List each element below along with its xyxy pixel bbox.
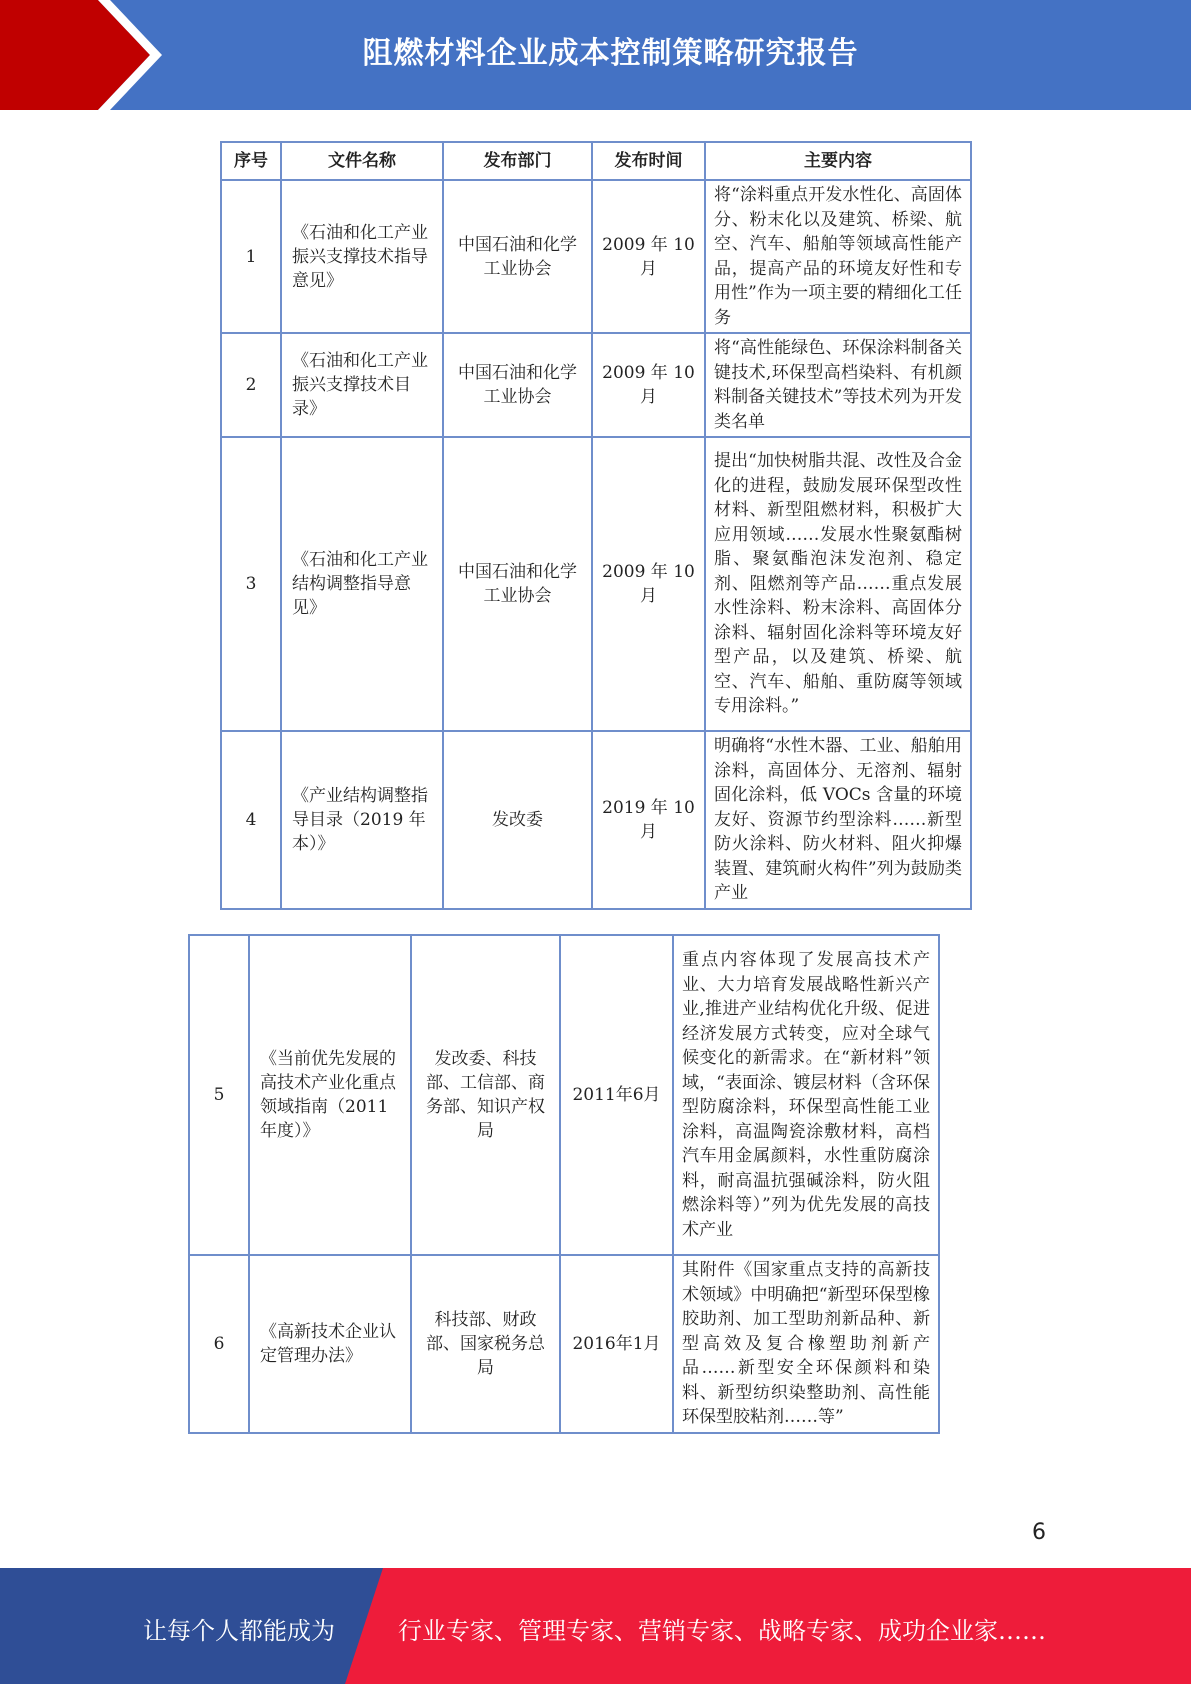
row-content: 其附件《国家重点支持的高新技术领域》中明确把“新型环保型橡胶助剂、加工型助剂新品种、新型高效及复合橡塑助剂新产品……新型安全环保颜料和染料、新型纺织染整助剂、高性能环保型胶粘剂……等” [673, 1255, 939, 1433]
row-content: 将“高性能绿色、环保涂料制备关键技术,环保型高档染料、有机颜料制备关键技术”等技术列为开发类名单 [705, 333, 971, 437]
table-row [189, 1255, 939, 1433]
footer-slogan-left: 让每个人都能成为 [143, 1617, 335, 1645]
header-title: 阻燃材料企业成本控制策略研究报告 [362, 36, 859, 71]
row-dept: 发改委、科技部、工信部、商务部、知识产权局 [411, 935, 560, 1255]
row-date: 2016年1月 [560, 1255, 673, 1433]
row-name: 《石油和化工产业振兴支撑技术指导意见》 [281, 180, 443, 333]
column-header-dept: 发布部门 [443, 142, 592, 180]
table-row [189, 935, 939, 1255]
page-footer [0, 1568, 1191, 1684]
row-name: 《石油和化工产业结构调整指导意见》 [281, 437, 443, 731]
page-header [0, 0, 1191, 110]
row-content: 明确将“水性木器、工业、船舶用涂料，高固体分、无溶剂、辐射固化涂料，低 VOCs 含量的环境友好、资源节约型涂料……新型防火涂料、防火材料、阻火抑爆装置、建筑耐火构件”列为鼓励类产业 [705, 731, 971, 909]
policy-table [220, 141, 972, 910]
column-header-content: 主要内容 [705, 142, 971, 180]
row-date: 2009 年 10 月 [592, 437, 705, 731]
row-content: 将“涂料重点开发水性化、高固体分、粉末化以及建筑、桥梁、航空、汽车、船舶等领域高性能产品，提高产品的环境友好性和专用性”作为一项主要的精细化工任务 [705, 180, 971, 333]
row-content: 重点内容体现了发展高技术产业、大力培育发展战略性新兴产业,推进产业结构优化升级、促进经济发展方式转变，应对全球气候变化的新需求。在“新材料”领域，“表面涂、镀层材料（含环保型防腐涂料，环保型高性能工业涂料，高温陶瓷涂敷材料，高档汽车用金属颜料，水性重防腐涂料，耐高温抗强碱涂料，防火阻燃涂料等）”列为优先发展的高技术产业 [673, 935, 939, 1255]
table-row [221, 180, 971, 333]
table-row [221, 333, 971, 437]
row-date: 2009 年 10 月 [592, 333, 705, 437]
row-no: 2 [221, 333, 281, 437]
row-name: 《产业结构调整指导目录（2019 年本）》 [281, 731, 443, 909]
row-no: 5 [189, 935, 249, 1255]
row-name: 《当前优先发展的高技术产业化重点领域指南（2011 年度）》 [249, 935, 411, 1255]
row-dept: 科技部、财政部、国家税务总局 [411, 1255, 560, 1433]
row-name: 《高新技术企业认定管理办法》 [249, 1255, 411, 1433]
policy-table-continued [188, 934, 940, 1434]
row-date: 2011年6月 [560, 935, 673, 1255]
column-header-date: 发布时间 [592, 142, 705, 180]
table-row [221, 437, 971, 731]
footer-slogan-right: 行业专家、管理专家、营销专家、战略专家、成功企业家…… [398, 1617, 1046, 1645]
row-dept: 中国石油和化学工业协会 [443, 333, 592, 437]
row-dept: 中国石油和化学工业协会 [443, 180, 592, 333]
row-content: 提出“加快树脂共混、改性及合金化的进程，鼓励发展环保型改性材料、新型阻燃材料，积极扩大应用领域……发展水性聚氨酯树脂、聚氨酯泡沫发泡剂、稳定剂、阻燃剂等产品……重点发展水性涂料、粉末涂料、高固体分涂料、辐射固化涂料等环境友好型产品，以及建筑、桥梁、航空、汽车、船舶、重防腐等领域专用涂料。” [705, 437, 971, 731]
column-header-no: 序号 [221, 142, 281, 180]
table-header-row [221, 142, 971, 180]
page-number: 6 [1032, 1520, 1046, 1545]
row-date: 2019 年 10 月 [592, 731, 705, 909]
column-header-name: 文件名称 [281, 142, 443, 180]
row-name: 《石油和化工产业振兴支撑技术目录》 [281, 333, 443, 437]
row-dept: 中国石油和化学工业协会 [443, 437, 592, 731]
row-dept: 发改委 [443, 731, 592, 909]
row-no: 6 [189, 1255, 249, 1433]
row-date: 2009 年 10 月 [592, 180, 705, 333]
table-row [221, 731, 971, 909]
row-no: 4 [221, 731, 281, 909]
row-no: 1 [221, 180, 281, 333]
row-no: 3 [221, 437, 281, 731]
